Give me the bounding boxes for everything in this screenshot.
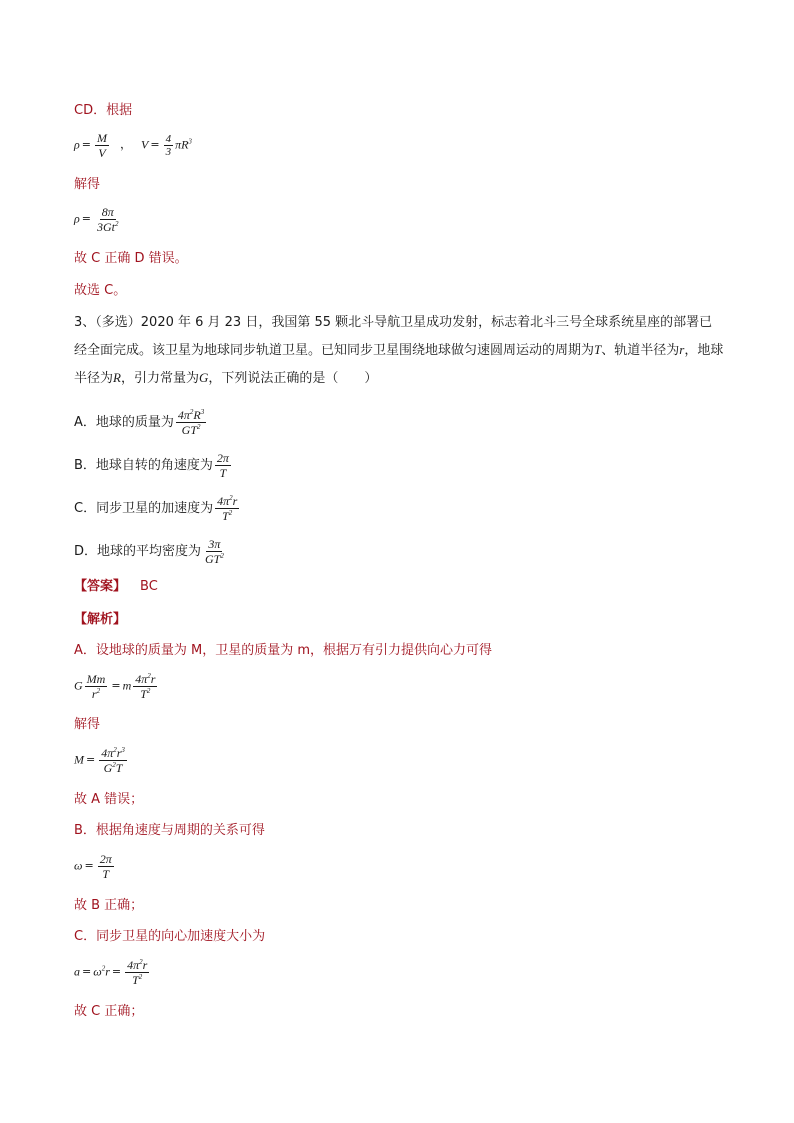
density-volume-formula: ρ = $\frac{M}{V}$ ， V = $\frac{4}{3}$ $\pi R^3$ (74, 131, 192, 160)
analysis-a-intro: A．设地球的质量为 M，卫星的质量为 m，根据万有引力提供向心力可得 (74, 643, 493, 658)
gravitation-equation: G $\frac{Mm}{r^2}$ = m $\frac{4\pi^2r}{T^2}$ (74, 672, 156, 701)
question-3-stem: 3、（多选）2020 年 6 月 23 日，我国第 55 颗北斗导航卫星成功发射，标志着北斗三号全球系统星座的部署已经全面完成。该卫星为地球同步轨道卫星。已知同步卫星围绕地球做匀速圆周运动的周期为T、轨道半径为r，地球半径为R，引力常量为G，下列说法正确的是（ ） (74, 315, 724, 386)
solve-label-1: 解得 (74, 177, 101, 192)
density-result-formula: ρ = $\frac{8\pi}{3Gt^2}$ (74, 205, 119, 234)
option-a: A．地球的质量为 $\frac{4\pi^2R^3}{GT^2}$ (74, 408, 205, 437)
answer-label: 【答案】 (74, 579, 127, 594)
angular-velocity-formula: ω = $\frac{2\pi}{T}$ (74, 852, 112, 881)
cd-final: 故选 C。 (74, 283, 127, 298)
analysis-b-conclusion: 故 B 正确； (74, 898, 144, 913)
acceleration-formula: $a = \omega^2r$ = $\frac{4\pi^2r}{T^2}$ (74, 958, 148, 987)
option-d: D．地球的平均密度为 $\frac{3\pi}{GT^2}$ (74, 537, 224, 566)
analysis-a-conclusion: 故 A 错误； (74, 792, 144, 807)
analysis-c-conclusion: 故 C 正确； (74, 1004, 144, 1019)
answer-value: BC (140, 579, 158, 594)
cd-intro: CD．根据 (74, 103, 133, 118)
analysis-b-intro: B．根据角速度与周期的关系可得 (74, 823, 265, 838)
mass-result-formula: M = $\frac{4\pi^2r^3}{G^2T}$ (74, 746, 125, 775)
answer-line (74, 578, 158, 596)
option-b: B．地球自转的角速度为 $\frac{2\pi}{T}$ (74, 451, 229, 480)
analysis-c-intro: C．同步卫星的向心加速度大小为 (74, 929, 266, 944)
cd-conclusion: 故 C 正确 D 错误。 (74, 251, 188, 266)
analysis-label: 【解析】 (74, 612, 127, 627)
option-c: C．同步卫星的加速度为 $\frac{4\pi^2r}{T^2}$ (74, 494, 238, 523)
solve-label-2: 解得 (74, 717, 101, 732)
